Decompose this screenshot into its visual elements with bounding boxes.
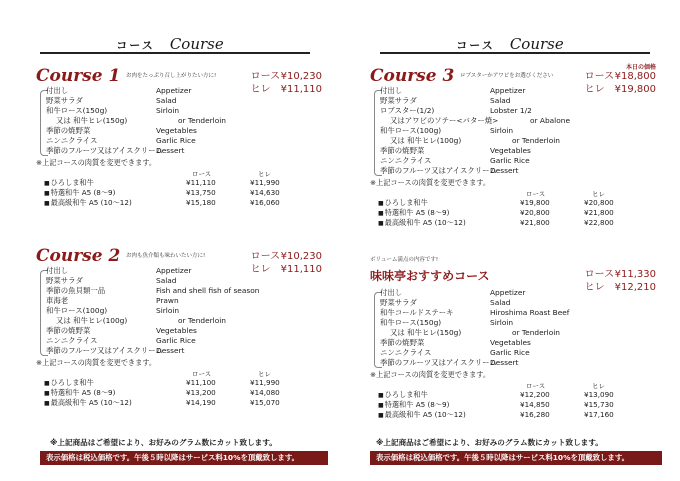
menu-item: 又は 和牛ヒレ(150g) or Tenderloin (56, 116, 226, 125)
course-title: Course 3 (370, 66, 455, 86)
menu-item: 季節の焼野菜 Vegetables (46, 126, 197, 135)
course-tagline: ロブスターかアワビをお選びください (460, 73, 554, 79)
page-header (340, 34, 680, 53)
footer-bar: 表示価格は税込価格です。午後５時以降はサービス料10%を頂戴致します。 (40, 451, 328, 465)
menu-item: 又は 和牛ヒレ(100g) or Tenderloin (56, 316, 226, 325)
price-label: ロース (250, 71, 281, 82)
menu-item: 和牛ロース(150g) Sirloin (46, 106, 180, 115)
price-value: ¥11,110 (280, 264, 322, 275)
menu-item: 付出し Appetizer (46, 266, 192, 275)
price-value: ¥10,230 (280, 251, 322, 262)
course-1 (36, 66, 328, 208)
col-fillet: ヒレ (592, 190, 605, 198)
grade-table (370, 381, 662, 420)
menu-item: 野菜サラダ Salad (46, 96, 177, 105)
menu-item: ニンニクライス Garlic Rice (380, 348, 530, 357)
course-title: 味味亭おすすめコース (370, 269, 490, 283)
price-label: ロース (584, 71, 615, 82)
menu-item: ニンニクライス Garlic Rice (380, 156, 530, 165)
col-fillet: ヒレ (592, 382, 605, 390)
course-title: Course 2 (36, 246, 121, 266)
course-items (370, 288, 662, 368)
special-pre-tag: ボリューム満点の内容です! (370, 257, 439, 263)
table-row: ■特選和牛 A5 (8〜9) ¥14,850 ¥15,730 (378, 400, 614, 409)
menu-item: 季節の焼野菜 Vegetables (380, 146, 531, 155)
change-note: ※上記コースの肉質を変更できます。 (370, 370, 491, 379)
price-label: ヒレ (584, 84, 605, 95)
page-header (0, 34, 340, 53)
grade-table (36, 169, 328, 208)
price-value: ¥18,800 (614, 71, 656, 82)
price-label: ヒレ (584, 282, 605, 293)
table-row: ■ひろしま和牛 ¥11,110 ¥11,990 (44, 178, 280, 187)
menu-item: 付出し Appetizer (380, 288, 526, 297)
change-note: ※上記コースの肉質を変更できます。 (370, 178, 491, 187)
table-row: ■最高級和牛 A5 (10〜12) ¥21,800 ¥22,800 (378, 218, 614, 227)
price-value: ¥12,210 (614, 282, 656, 293)
footer-bar: 表示価格は税込価格です。午後５時以降はサービス料10%を頂戴致します。 (370, 451, 662, 465)
course-items (370, 86, 662, 176)
header-en: Course (169, 35, 224, 53)
menu-item: ニンニクライス Garlic Rice (46, 336, 196, 345)
table-row: ■特選和牛 A5 (8〜9) ¥13,750 ¥14,630 (44, 188, 280, 197)
course-tagline: お肉も魚介類も味わいたい方に! (126, 253, 206, 259)
header-en: Course (509, 35, 564, 53)
menu-item: 付出し Appetizer (380, 86, 526, 95)
menu-item: 和牛ロース(100g) Sirloin (46, 306, 180, 315)
col-loin: ロース (192, 170, 212, 178)
price-label: ヒレ (250, 264, 271, 275)
col-loin: ロース (526, 382, 546, 390)
footer-note: ※上記商品はご希望により、お好みのグラム数にカット致します。 (376, 438, 603, 447)
table-row: ■最高級和牛 A5 (10〜12) ¥16,280 ¥17,160 (378, 410, 614, 419)
right-page (340, 0, 680, 481)
change-note: ※上記コースの肉質を変更できます。 (36, 158, 157, 167)
menu-item: 季節の焼野菜 Vegetables (46, 326, 197, 335)
menu-item: ニンニクライス Garlic Rice (46, 136, 196, 145)
menu-item: 季節のフルーツ又はアイスクリーム Dessert (380, 358, 519, 367)
table-row: ■特選和牛 A5 (8〜9) ¥20,800 ¥21,800 (378, 208, 614, 217)
menu-item: ロブスター(1/2) Lobster 1/2 (380, 106, 532, 115)
menu-item: 季節のフルーツ又はアイスクリーム Dessert (46, 346, 185, 355)
menu-item: 季節の魚貝類一品 Fish and shell fish of season (46, 286, 260, 295)
menu-item: 又は 和牛ヒレ(100g) or Tenderloin (390, 136, 560, 145)
col-fillet: ヒレ (258, 370, 271, 378)
price-value: ¥11,110 (280, 84, 322, 95)
price-value: ¥11,330 (614, 269, 656, 280)
header-rule (380, 52, 650, 54)
header-jp: コース (116, 39, 155, 52)
header-rule (40, 52, 310, 54)
menu-item: 和牛コールドステーキ Hiroshima Roast Beef (380, 308, 570, 317)
price-value: ¥19,800 (614, 84, 656, 95)
table-row: ■特選和牛 A5 (8〜9) ¥13,200 ¥14,080 (44, 388, 280, 397)
course-items (36, 86, 328, 156)
course-tagline: お肉をたっぷり召し上がりたい方に! (126, 73, 217, 79)
footer-note: ※上記商品はご希望により、お好みのグラム数にカット致します。 (50, 438, 277, 447)
col-loin: ロース (192, 370, 212, 378)
menu-item: 野菜サラダ Salad (380, 298, 511, 307)
price-label: ロース (584, 269, 615, 280)
price-value: ¥10,230 (280, 71, 322, 82)
table-row: ■ひろしま和牛 ¥11,100 ¥11,990 (44, 378, 280, 387)
menu-item: 季節のフルーツ又はアイスクリーム Dessert (46, 146, 185, 155)
menu-item: 季節のフルーツ又はアイスクリーム Dessert (380, 166, 519, 175)
course-2 (36, 246, 328, 408)
menu-item: 又は 和牛ヒレ(150g) or Tenderloin (390, 328, 560, 337)
table-row: ■ひろしま和牛 ¥19,800 ¥20,800 (378, 198, 614, 207)
menu-item: 付出し Appetizer (46, 86, 192, 95)
menu-item: 季節の焼野菜 Vegetables (380, 338, 531, 347)
table-row: ■最高級和牛 A5 (10〜12) ¥14,190 ¥15,070 (44, 398, 280, 407)
grade-table (370, 189, 662, 228)
menu-item: 又はアワビのソテー<バター焼> or Abalone (390, 116, 570, 125)
daily-price-note: 本日の価格 (625, 64, 656, 71)
course-items (36, 266, 328, 356)
header-jp: コース (456, 39, 495, 52)
price-label: ヒレ (250, 84, 271, 95)
table-row: ■最高級和牛 A5 (10〜12) ¥15,180 ¥16,060 (44, 198, 280, 207)
price-label: ロース (250, 251, 281, 262)
menu-item: 車海老 Prawn (46, 296, 179, 305)
special-course (370, 257, 662, 420)
table-row: ■ひろしま和牛 ¥12,200 ¥13,090 (378, 390, 614, 399)
change-note: ※上記コースの肉質を変更できます。 (36, 358, 157, 367)
menu-item: 和牛ロース(100g) Sirloin (380, 126, 514, 135)
course-title: Course 1 (36, 66, 121, 86)
col-loin: ロース (526, 190, 546, 198)
menu-item: 野菜サラダ Salad (46, 276, 177, 285)
menu-item: 野菜サラダ Salad (380, 96, 511, 105)
course-3 (370, 66, 662, 228)
col-fillet: ヒレ (258, 170, 271, 178)
menu-item: 和牛ロース(150g) Sirloin (380, 318, 514, 327)
grade-table (36, 369, 328, 408)
